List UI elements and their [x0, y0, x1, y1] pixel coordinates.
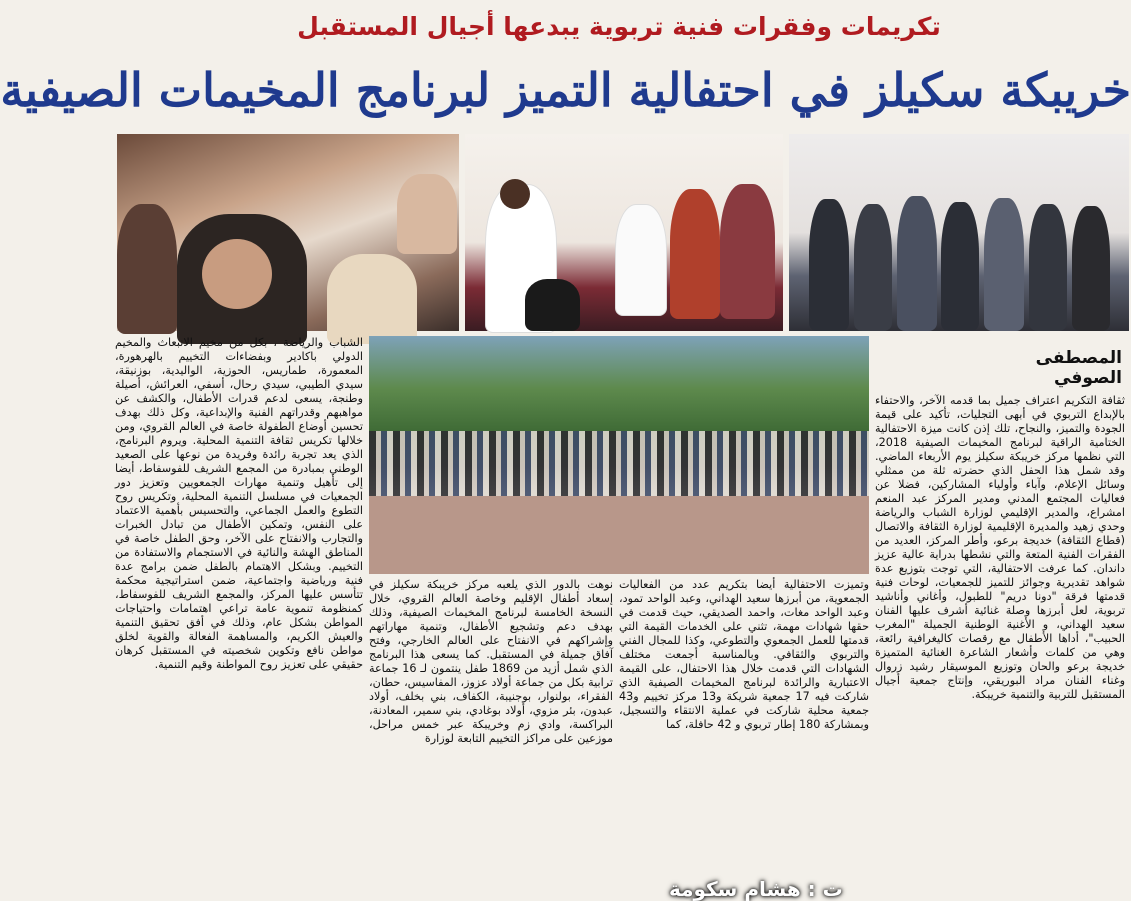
article-column-2: وتميزت الاحتفالية أيضا بتكريم عدد من الفعاليات الجمعوية، من أبرزها سعيد الهداني، وعبد الواحد تمود، وعبد الواحد مغات، واحمد الصديقي، حيث قدمت في حقها شهادات مهمة، تثني على الخدمات القيمة التي قدمتها للعمل الجمعوي والتطوعي، وكذا للمجال الفني والتربوي والثقافي. وبالمناسبة أجمعت مختلف الشهادات التي قدمت خلال هذا الاحتفال، على القيمة الاعتبارية والرائدة لبرنامج المخيمات الصيفية الذي شاركت فيه 17 جمعية شريكة و13 مركز تخييم و43 جمعية محلية شاركت في عملية الانتقاء والتسجيل، وبمشاركة 180 إطار تربوي و 42 حافلة، كما: [619, 578, 869, 731]
article-headline: خريبكة سكيلز في احتفالية التميز لبرنامج المخيمات الصيفية: [0, 63, 1131, 117]
photo-stage-performance: [465, 134, 783, 331]
article-kicker: تكريمات وفقرات فنية تربوية يبدعها أجيال المستقبل: [297, 12, 941, 41]
photo-children-crowd: [117, 134, 459, 331]
photo-award-recipients: [789, 134, 1129, 331]
photo-credit: ت : هشام سكومة: [669, 877, 843, 901]
article-byline: المصطفى الصوفي: [1035, 348, 1122, 388]
article-column-4: الشباب والرياضة ، بكل من مخيم الانبعاث والمخيم الدولي باكادير وبفضاءات التخييم بالهرهورة، المعمورة، طماريس، الحوزية، الواليدية، بوزنيقة، سيدي الطيبي، سيدي رحال، أسفي، العرائش، أصيلة وطنجة، يسعى لدعم قدرات الأطفال، والكشف عن مواهبهم وقدراتهم الفنية والإبداعية، وكل ذلك بهدف تحسين أوضاع الطفولة خاصة في العالم القروي، ومن خلالها تكريس ثقافة التنمية المحلية. ويروم البرنامج، الذي يعد تجربة رائدة وفريدة من نوعها على الصعيد الوطني بمبادرة من المجمع الشريف للفوسفاط، أيضا إلى تأهيل وتنمية مهارات الجمعويين وتعزيز دور الجمعيات في مسلسل التنمية المحلية، وتكريس روح التطوع والعمل الجماعي، والتحسيس بأهمية الاعتماد على النفس، وتمكين الأطفال من تبادل الخبرات والتجارب والانفتاح على الآخر، وحق الطفل خاصة في المناطق الهشة والنائية في الاستجمام والاستفادة من التخييم. وبشكل الاهتمام بالطفل ضمن برامج عدة فنية ورياضية واجتماعية، ضمن استراتيجية محكمة تتأسس عليها المركز، والمجمع الشريف للفوسفاط، كمنظومة تنموية عامة تراعي اهتمامات واحتياجات المواطن بشكل عام، وذلك في أفق تحقيق التنمية والعيش الكريم، والمساهمة الفعالة والقوية لخلق مواطن نافع وتكوين شخصيته في المستقبل كرهان حقيقي على تعزيز روح المواطنة وقيم التنمية.: [115, 336, 363, 671]
article-column-1: ثقافة التكريم اعتراف جميل بما قدمه الآخر، والاحتفاء بالإبداع التربوي في أبهى التجليات، تأكيد على قيمة الجودة والتميز، والنجاح، تلك إذن كانت ميزة الاحتفالية الختامية الراقية لبرنامج المخيمات الصيفية 2018، التي نظمها مركز خريبكة سكيلز يوم الأربعاء الماضي. وقد شمل هذا الحفل الذي حضرته ثلة من ممثلي وسائل الإعلام، وآباء وأولياء المشاركين، فضلا عن فعاليات المجتمع المدني ومدير المركز عبد المنعم امشراع، والمدير الإقليمي لوزارة الشباب والرياضة وحدي زهيد والمديرة الإقليمية لوزارة الثقافة والاتصال (قطاع الثقافة) خديجة برعو، وأطر المركز، العديد من الفقرات الفنية المتعة والتي نشطها بدراية عالية عزيز داندان. كما عرفت الاحتفالية، التي توجت بتوزيع عدة شواهد تقديرية وجوائز للتميز للجمعيات، لوحات فنية قدمتها فرقة "دونا دريم" للطبول، وأغاني وأناشيد تربوية، لعل أبرزها وصلة غنائية أشرف عليها الفنان سعيد الهداني، و الأغنية الوطنية الجميلة "المغرب الحبيب"، أداها الأطفال مع رقصات كاليغرافية رائعة، وهي من كلمات وأشعار الشاعرة الغنائية المتميزة خديجة برعو والحان وتوزيع الموسيقار رشيد زروال وغناء الفنان مراد البوريقي، وإنتاج جمعية أجيال المستقبل للتربية والتنمية خريبكة.: [875, 394, 1125, 701]
article-column-3: نوهت بالدور الذي يلعبه مركز خريبكة سكيلز في إسعاد أطفال الإقليم وخاصة العالم القروي، خلال النسخة الخامسة لبرنامج المخيمات الصيفية، وذلك بهدف دعم وتشجيع الأطفال، وتنمية مهاراتهم وإشراكهم في الانفتاح على العالم الخارجي، وفتح آفاق جميلة في المستقبل. كما يسعى هذا البرنامج الذي شمل أزيد من 1869 طفل ينتمون لـ 16 جماعة ترابية بكل من جماعة أولاد عزوز، المفاسيس، حطان، الفقراء، بولنوار، بوجنيبة، الكفاف، بني بخلف، أولاد عبدون، بئر مزوي، أولاد بوغادي، بني سمير، المعادنة، البراكسة، وادي زم وخريبكة عبر خمس مراحل، موزعين على مراكز التخييم التابعة لوزارة: [369, 578, 613, 745]
